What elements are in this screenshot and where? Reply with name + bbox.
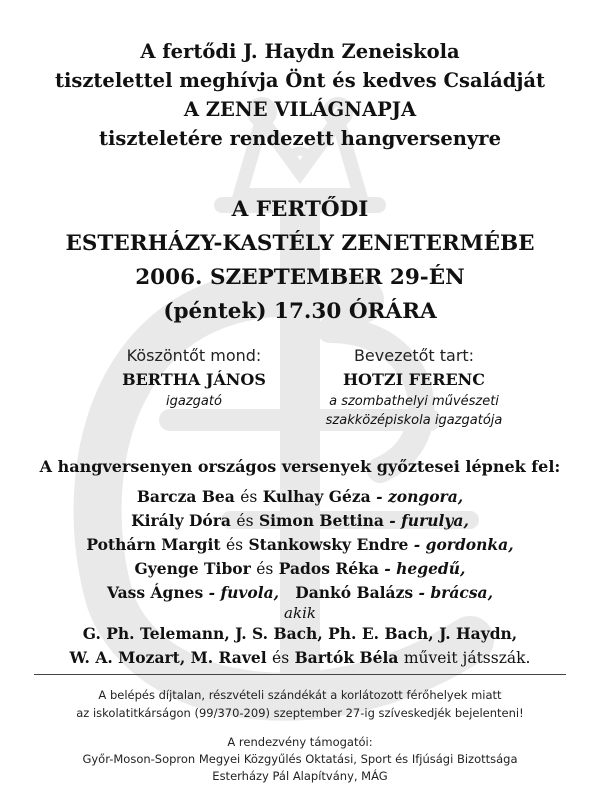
invitation-line: tisztelettel meghívja Önt és kedves Családját — [54, 69, 546, 92]
performer-name: Pados Réka — [278, 559, 379, 578]
event-date-line: 2006. SZEPTEMBER 29-ÉN — [135, 265, 465, 290]
akik-word: akik — [284, 604, 316, 622]
performer-name: Stankowsky Endre — [248, 535, 409, 554]
separator: - — [203, 583, 221, 602]
conjunction: és — [272, 649, 290, 667]
performer-name: Pothárn Margit — [86, 535, 221, 554]
separator: - — [413, 583, 431, 602]
sponsor-line-2: Esterházy Pál Alapítvány, MÁG — [212, 769, 388, 783]
separator: - — [370, 487, 388, 506]
conjunction: és — [256, 560, 274, 578]
event-purpose-line: tiszteletére rendezett hangversenyre — [99, 127, 501, 150]
intro-role-label: Bevezetőt tart: — [353, 346, 475, 365]
performer-name: Barcza Bea — [136, 487, 235, 506]
footer-divider — [34, 674, 566, 675]
instrument: hegedű, — [396, 559, 466, 578]
instrument: zongora, — [387, 487, 464, 506]
performer-row — [0, 535, 600, 554]
performer-row — [0, 583, 600, 602]
composers-line-2 — [0, 648, 600, 667]
venue-name-line: ESTERHÁZY-KASTÉLY ZENETERMÉBE — [65, 231, 535, 256]
instrument: brácsa, — [430, 583, 493, 602]
intro-speaker-title-line1: a szombathelyi művészeti — [329, 394, 499, 409]
sponsor-line-1: Győr-Moson-Sopron Megyei Közgyűlés Oktatási, Sport és Ifjúsági Bizottsága — [82, 752, 518, 766]
intro-speaker-title-line2: szakközépiskola igazgatója — [325, 413, 503, 428]
composers-part: W. A. Mozart, M. Ravel — [69, 648, 267, 667]
performer-name: Dankó Balázs — [295, 583, 414, 602]
intro-speaker-block — [284, 346, 544, 430]
performer-row — [0, 511, 600, 530]
conjunction: és — [236, 512, 254, 530]
sponsors-label: A rendezvény támogatói: — [227, 735, 373, 749]
instrument: gordonka, — [425, 535, 514, 554]
greeting-speaker-name: BERTHA JÁNOS — [122, 370, 266, 389]
instrument: furulya, — [401, 511, 469, 530]
performer-name: Kulhay Géza — [262, 487, 371, 506]
performer-name: Király Dóra — [131, 511, 231, 530]
entry-info-line-2: az iskolatitkárságon (99/370-209) szeptember 27-ig szíveskedjék bejelenteni! — [76, 706, 524, 720]
performers-heading: A hangversenyen országos versenyek győztesei lépnek fel: — [39, 457, 561, 476]
school-name-line: A fertődi J. Haydn Zeneiskola — [140, 40, 460, 63]
greeting-role-label: Köszöntőt mond: — [126, 346, 262, 365]
separator: - — [408, 535, 426, 554]
event-name-line: A ZENE VILÁGNAPJA — [183, 98, 417, 121]
composers-closing: műveit játsszák. — [403, 649, 531, 667]
intro-speaker-name: HOTZI FERENC — [342, 370, 486, 389]
performer-row — [0, 487, 600, 506]
instrument: fuvola, — [220, 583, 280, 602]
conjunction: és — [240, 488, 258, 506]
performer-name: Gyenge Tibor — [134, 559, 251, 578]
separator: - — [383, 511, 402, 530]
conjunction: és — [225, 536, 244, 554]
performer-name: Vass Ágnes — [107, 583, 204, 602]
performer-row — [0, 559, 600, 578]
venue-town-line: A FERTŐDI — [231, 197, 369, 222]
entry-info-line-1: A belépés díjtalan, részvételi szándékát a korlátozott férőhelyek miatt — [98, 688, 502, 702]
separator: - — [378, 559, 397, 578]
performer-name: Simon Bettina — [258, 511, 384, 530]
intro-speaker-title — [284, 392, 544, 430]
composers-part: Bartók Béla — [294, 648, 399, 667]
composers-line-1: G. Ph. Telemann, J. S. Bach, Ph. E. Bach, J. Haydn, — [82, 624, 518, 643]
event-time-line: (péntek) 17.30 ÓRÁRA — [163, 299, 437, 324]
greeting-speaker-title: igazgató — [166, 394, 222, 409]
